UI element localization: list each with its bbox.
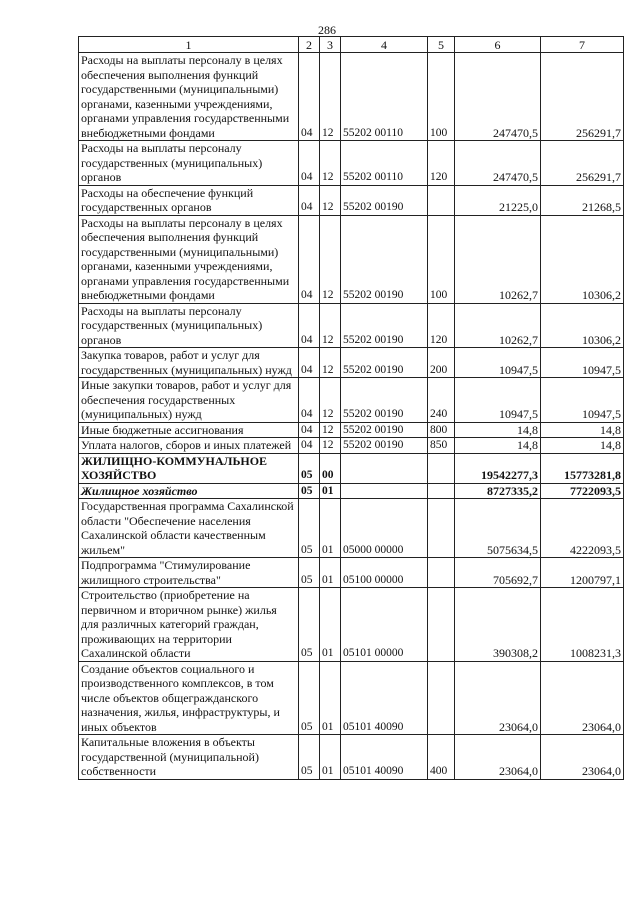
amount-col6-cell: 10262,7 [455, 303, 541, 348]
expense-type-cell [428, 483, 455, 499]
row-name-cell: Жилищное хозяйство [79, 483, 299, 499]
amount-col6-cell: 10947,5 [455, 348, 541, 378]
target-article-cell: 05101 00000 [341, 588, 428, 662]
amount-col7-cell: 256291,7 [541, 53, 624, 141]
amount-col6-cell: 23064,0 [455, 735, 541, 780]
expense-type-cell: 200 [428, 348, 455, 378]
header-cell: 5 [428, 37, 455, 53]
budget-table [78, 36, 624, 780]
row-name-cell: Иные закупки товаров, работ и услуг для обеспечения государственных (муниципальных) нужд [79, 378, 299, 423]
subsection-code-cell: 12 [320, 438, 341, 454]
row-name-cell: Расходы на обеспечение функций государственных органов [79, 185, 299, 215]
row-name-cell: ЖИЛИЩНО-КОММУНАЛЬНОЕ ХОЗЯЙСТВО [79, 453, 299, 483]
subsection-code-cell: 12 [320, 378, 341, 423]
target-article-cell: 55202 00190 [341, 438, 428, 454]
amount-col7-cell: 21268,5 [541, 185, 624, 215]
expense-type-cell [428, 588, 455, 662]
table-row [79, 499, 624, 558]
subsection-code-cell: 12 [320, 185, 341, 215]
amount-col6-cell: 10262,7 [455, 215, 541, 303]
table-row [79, 215, 624, 303]
table-row [79, 141, 624, 186]
target-article-cell: 55202 00110 [341, 53, 428, 141]
target-article-cell: 55202 00190 [341, 422, 428, 438]
section-code-cell: 04 [299, 378, 320, 423]
amount-col6-cell: 14,8 [455, 422, 541, 438]
amount-col7-cell: 1008231,3 [541, 588, 624, 662]
section-code-cell: 05 [299, 483, 320, 499]
subsection-code-cell: 12 [320, 215, 341, 303]
amount-col7-cell: 7722093,5 [541, 483, 624, 499]
amount-col6-cell: 5075634,5 [455, 499, 541, 558]
table-row [79, 303, 624, 348]
expense-type-cell [428, 453, 455, 483]
table-row [79, 438, 624, 454]
subsection-code-cell: 01 [320, 499, 341, 558]
subsection-code-cell: 01 [320, 588, 341, 662]
target-article-cell: 05101 40090 [341, 661, 428, 735]
amount-col7-cell: 14,8 [541, 438, 624, 454]
table-row [79, 422, 624, 438]
table-row [79, 588, 624, 662]
table-row [79, 661, 624, 735]
row-name-cell: Расходы на выплаты персоналу в целях обеспечения выполнения функций государственными (муниципальными) органами, казенными учреждениями, органами управления государственными внебюджетными фондами [79, 53, 299, 141]
expense-type-cell: 800 [428, 422, 455, 438]
header-cell: 3 [320, 37, 341, 53]
subsection-code-cell: 01 [320, 735, 341, 780]
subsection-code-cell: 12 [320, 348, 341, 378]
amount-col6-cell: 8727335,2 [455, 483, 541, 499]
target-article-cell: 55202 00110 [341, 141, 428, 186]
header-cell: 1 [79, 37, 299, 53]
section-code-cell: 04 [299, 215, 320, 303]
row-name-cell: Расходы на выплаты персоналу в целях обеспечения выполнения функций государственными (муниципальными) органами, казенными учреждениями, органами управления государственными внебюджетными фондами [79, 215, 299, 303]
target-article-cell: 55202 00190 [341, 303, 428, 348]
subsection-code-cell: 01 [320, 558, 341, 588]
expense-type-cell: 400 [428, 735, 455, 780]
expense-type-cell: 100 [428, 53, 455, 141]
expense-type-cell: 850 [428, 438, 455, 454]
page-number: 286 [318, 23, 336, 37]
section-code-cell: 05 [299, 588, 320, 662]
expense-type-cell: 120 [428, 141, 455, 186]
section-code-cell: 04 [299, 438, 320, 454]
section-code-cell: 04 [299, 348, 320, 378]
target-article-cell: 05000 00000 [341, 499, 428, 558]
table-row [79, 378, 624, 423]
expense-type-cell: 240 [428, 378, 455, 423]
section-code-cell: 04 [299, 53, 320, 141]
amount-col7-cell: 23064,0 [541, 661, 624, 735]
section-code-cell: 04 [299, 422, 320, 438]
target-article-cell: 55202 00190 [341, 215, 428, 303]
row-name-cell: Расходы на выплаты персоналу государственных (муниципальных) органов [79, 141, 299, 186]
amount-col7-cell: 15773281,8 [541, 453, 624, 483]
row-name-cell: Подпрограмма "Стимулирование жилищного строительства" [79, 558, 299, 588]
table-row [79, 483, 624, 499]
row-name-cell: Государственная программа Сахалинской области "Обеспечение населения Сахалинской области качественным жильем" [79, 499, 299, 558]
amount-col6-cell: 390308,2 [455, 588, 541, 662]
table-header-row [79, 37, 624, 53]
subsection-code-cell: 12 [320, 422, 341, 438]
expense-type-cell [428, 499, 455, 558]
expense-type-cell [428, 558, 455, 588]
table-row [79, 558, 624, 588]
target-article-cell: 55202 00190 [341, 185, 428, 215]
subsection-code-cell: 12 [320, 141, 341, 186]
amount-col7-cell: 10947,5 [541, 378, 624, 423]
section-code-cell: 04 [299, 141, 320, 186]
header-cell: 6 [455, 37, 541, 53]
section-code-cell: 05 [299, 499, 320, 558]
amount-col6-cell: 14,8 [455, 438, 541, 454]
amount-col6-cell: 23064,0 [455, 661, 541, 735]
expense-type-cell [428, 661, 455, 735]
amount-col7-cell: 10947,5 [541, 348, 624, 378]
amount-col7-cell: 14,8 [541, 422, 624, 438]
amount-col6-cell: 19542277,3 [455, 453, 541, 483]
header-cell: 7 [541, 37, 624, 53]
section-code-cell: 05 [299, 735, 320, 780]
target-article-cell: 05100 00000 [341, 558, 428, 588]
row-name-cell: Строительство (приобретение на первичном и вторичном рынке) жилья для различных категорий граждан, проживающих на территории Сахалинской области [79, 588, 299, 662]
table-row [79, 53, 624, 141]
header-cell: 2 [299, 37, 320, 53]
amount-col6-cell: 247470,5 [455, 53, 541, 141]
table-row [79, 185, 624, 215]
table-row [79, 348, 624, 378]
subsection-code-cell: 01 [320, 661, 341, 735]
subsection-code-cell: 12 [320, 53, 341, 141]
expense-type-cell: 120 [428, 303, 455, 348]
table-row [79, 735, 624, 780]
section-code-cell: 04 [299, 303, 320, 348]
target-article-cell: 05101 40090 [341, 735, 428, 780]
section-code-cell: 05 [299, 558, 320, 588]
amount-col7-cell: 1200797,1 [541, 558, 624, 588]
target-article-cell: 55202 00190 [341, 348, 428, 378]
amount-col6-cell: 10947,5 [455, 378, 541, 423]
amount-col7-cell: 256291,7 [541, 141, 624, 186]
amount-col6-cell: 705692,7 [455, 558, 541, 588]
amount-col7-cell: 10306,2 [541, 215, 624, 303]
table-row [79, 453, 624, 483]
subsection-code-cell: 01 [320, 483, 341, 499]
section-code-cell: 05 [299, 661, 320, 735]
row-name-cell: Создание объектов социального и производственного комплексов, в том числе объектов общегражданского назначения, жилья, инфраструктуры, и иных объектов [79, 661, 299, 735]
row-name-cell: Уплата налогов, сборов и иных платежей [79, 438, 299, 454]
row-name-cell: Капитальные вложения в объекты государственной (муниципальной) собственности [79, 735, 299, 780]
subsection-code-cell: 12 [320, 303, 341, 348]
target-article-cell [341, 483, 428, 499]
section-code-cell: 05 [299, 453, 320, 483]
target-article-cell: 55202 00190 [341, 378, 428, 423]
header-cell: 4 [341, 37, 428, 53]
subsection-code-cell: 00 [320, 453, 341, 483]
amount-col6-cell: 21225,0 [455, 185, 541, 215]
amount-col7-cell: 10306,2 [541, 303, 624, 348]
row-name-cell: Расходы на выплаты персоналу государственных (муниципальных) органов [79, 303, 299, 348]
target-article-cell [341, 453, 428, 483]
row-name-cell: Иные бюджетные ассигнования [79, 422, 299, 438]
amount-col7-cell: 23064,0 [541, 735, 624, 780]
expense-type-cell [428, 185, 455, 215]
row-name-cell: Закупка товаров, работ и услуг для государственных (муниципальных) нужд [79, 348, 299, 378]
amount-col7-cell: 4222093,5 [541, 499, 624, 558]
amount-col6-cell: 247470,5 [455, 141, 541, 186]
section-code-cell: 04 [299, 185, 320, 215]
expense-type-cell: 100 [428, 215, 455, 303]
